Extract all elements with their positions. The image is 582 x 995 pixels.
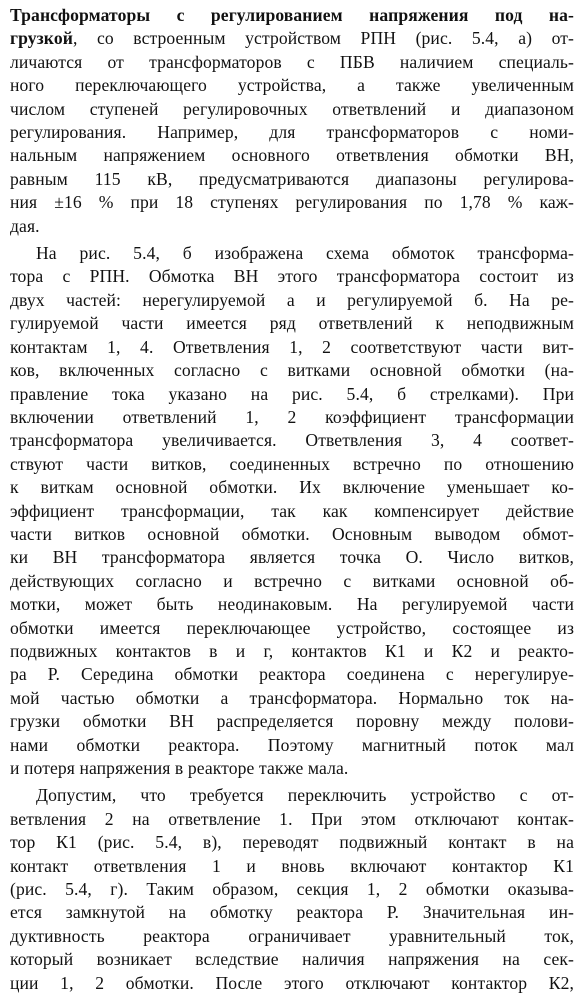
- text-line: к виткам основной обмотки. Их включение уменьшает ко-: [10, 477, 574, 498]
- text-line: ции 1, 2 обмотки. После этого отключают контактор К2,: [10, 972, 574, 993]
- text-line: правление тока указано на рис. 5.4, б стрелками). При: [10, 383, 574, 404]
- text-line: обмотки имеется переключающее устройство, состоящее из: [10, 617, 574, 638]
- text-line: (рис. 5.4, г). Таким образом, секция 1, 2 обмотки оказыва-: [10, 879, 574, 900]
- text-line: грузкой, со встроенным устройством РПН (рис. 5.4, а) от-: [10, 28, 574, 49]
- paragraph-2: [10, 242, 574, 780]
- text-line: мотки, может быть неодинаковым. На регулируемой части: [10, 594, 574, 615]
- text-line: личаются от трансформаторов с ПБВ наличием специаль-: [10, 51, 574, 72]
- text-line: числом ступеней регулировочных ответвлений и диапазоном: [10, 98, 574, 119]
- text-line: ра Р. Середина обмотки реактора соединена с нерегулируе-: [10, 664, 574, 685]
- paragraph-1: [10, 4, 574, 238]
- text-line: трансформатора увеличивается. Ответвления 3, 4 соответ-: [10, 430, 574, 451]
- text-line: дуктивность реактора ограничивает уравнительный ток,: [10, 925, 574, 946]
- text-line: подвижных контактов в и г, контактов К1 и К2 и реакто-: [10, 640, 574, 661]
- text-line: включении ответвлений 1, 2 коэффициент трансформации: [10, 406, 574, 427]
- text-line: эффициент трансформации, так как компенсирует действие: [10, 500, 574, 521]
- text-line: Допустим, что требуется переключить устройство с от-: [36, 785, 574, 806]
- text-line: ется замкнутой на обмотку реактора Р. Значительная ин-: [10, 902, 574, 923]
- text-line: ков, включенных согласно с витками основной обмотки (на-: [10, 360, 574, 381]
- text-line: контактам 1, 4. Ответвления 1, 2 соответствуют части вит-: [10, 336, 574, 357]
- text-line: мой частью обмотки а трансформатора. Нормально ток на-: [10, 687, 574, 708]
- text-line: и потеря напряжения в реакторе также мала.: [10, 758, 349, 778]
- bold-heading-text: Трансформаторы с регулированием напряжения под на-: [10, 5, 574, 25]
- text-line: части витков основной обмотки. Основным выводом обмот-: [10, 523, 574, 544]
- text-line: ки ВН трансформатора является точка О. Число витков,: [10, 547, 574, 568]
- text-line: ного переключающего устройства, а также увеличенным: [10, 75, 574, 96]
- text-line: равным 115 кВ, предусматриваются диапазоны регулирова-: [10, 168, 574, 189]
- text-line: ния ±16 % при 18 ступенях регулирования по 1,78 % каж-: [10, 192, 574, 213]
- text-line: гулируемой части имеется ряд ответвлений к неподвижным: [10, 313, 574, 334]
- bold-heading-text: грузкой: [10, 28, 73, 49]
- text-line: На рис. 5.4, б изображена схема обмоток трансформа-: [36, 243, 574, 264]
- text-line: ветвления 2 на ответвление 1. При этом отключают контак-: [10, 808, 574, 829]
- text-line: нальным напряжением основного ответвления обмотки ВН,: [10, 145, 574, 166]
- text-line: который возникает вследствие наличия напряжения на сек-: [10, 949, 574, 970]
- text-line: грузки обмотки ВН распределяется поровну между полови-: [10, 711, 574, 732]
- text-line: [10, 4, 574, 27]
- text-line: двух частей: нерегулируемой а и регулируемой б. На ре-: [10, 289, 574, 310]
- paragraph-3: [10, 784, 574, 995]
- text-line: регулирования. Например, для трансформаторов с номи-: [10, 122, 574, 143]
- text-line: дая.: [10, 215, 40, 236]
- text-line: тор К1 (рис. 5.4, в), переводят подвижный контакт в на: [10, 832, 574, 853]
- text-line: нами обмотки реактора. Поэтому магнитный поток мал: [10, 734, 574, 755]
- text-line: контакт ответвления 1 и вновь включают контактор К1: [10, 855, 574, 876]
- text-line: тора с РПН. Обмотка ВН этого трансформатора состоит из: [10, 266, 574, 287]
- text-line: действующих согласно и встречно с витками основной об-: [10, 570, 574, 591]
- text-line: ствуют части витков, соединенных встречно по отношению: [10, 453, 574, 474]
